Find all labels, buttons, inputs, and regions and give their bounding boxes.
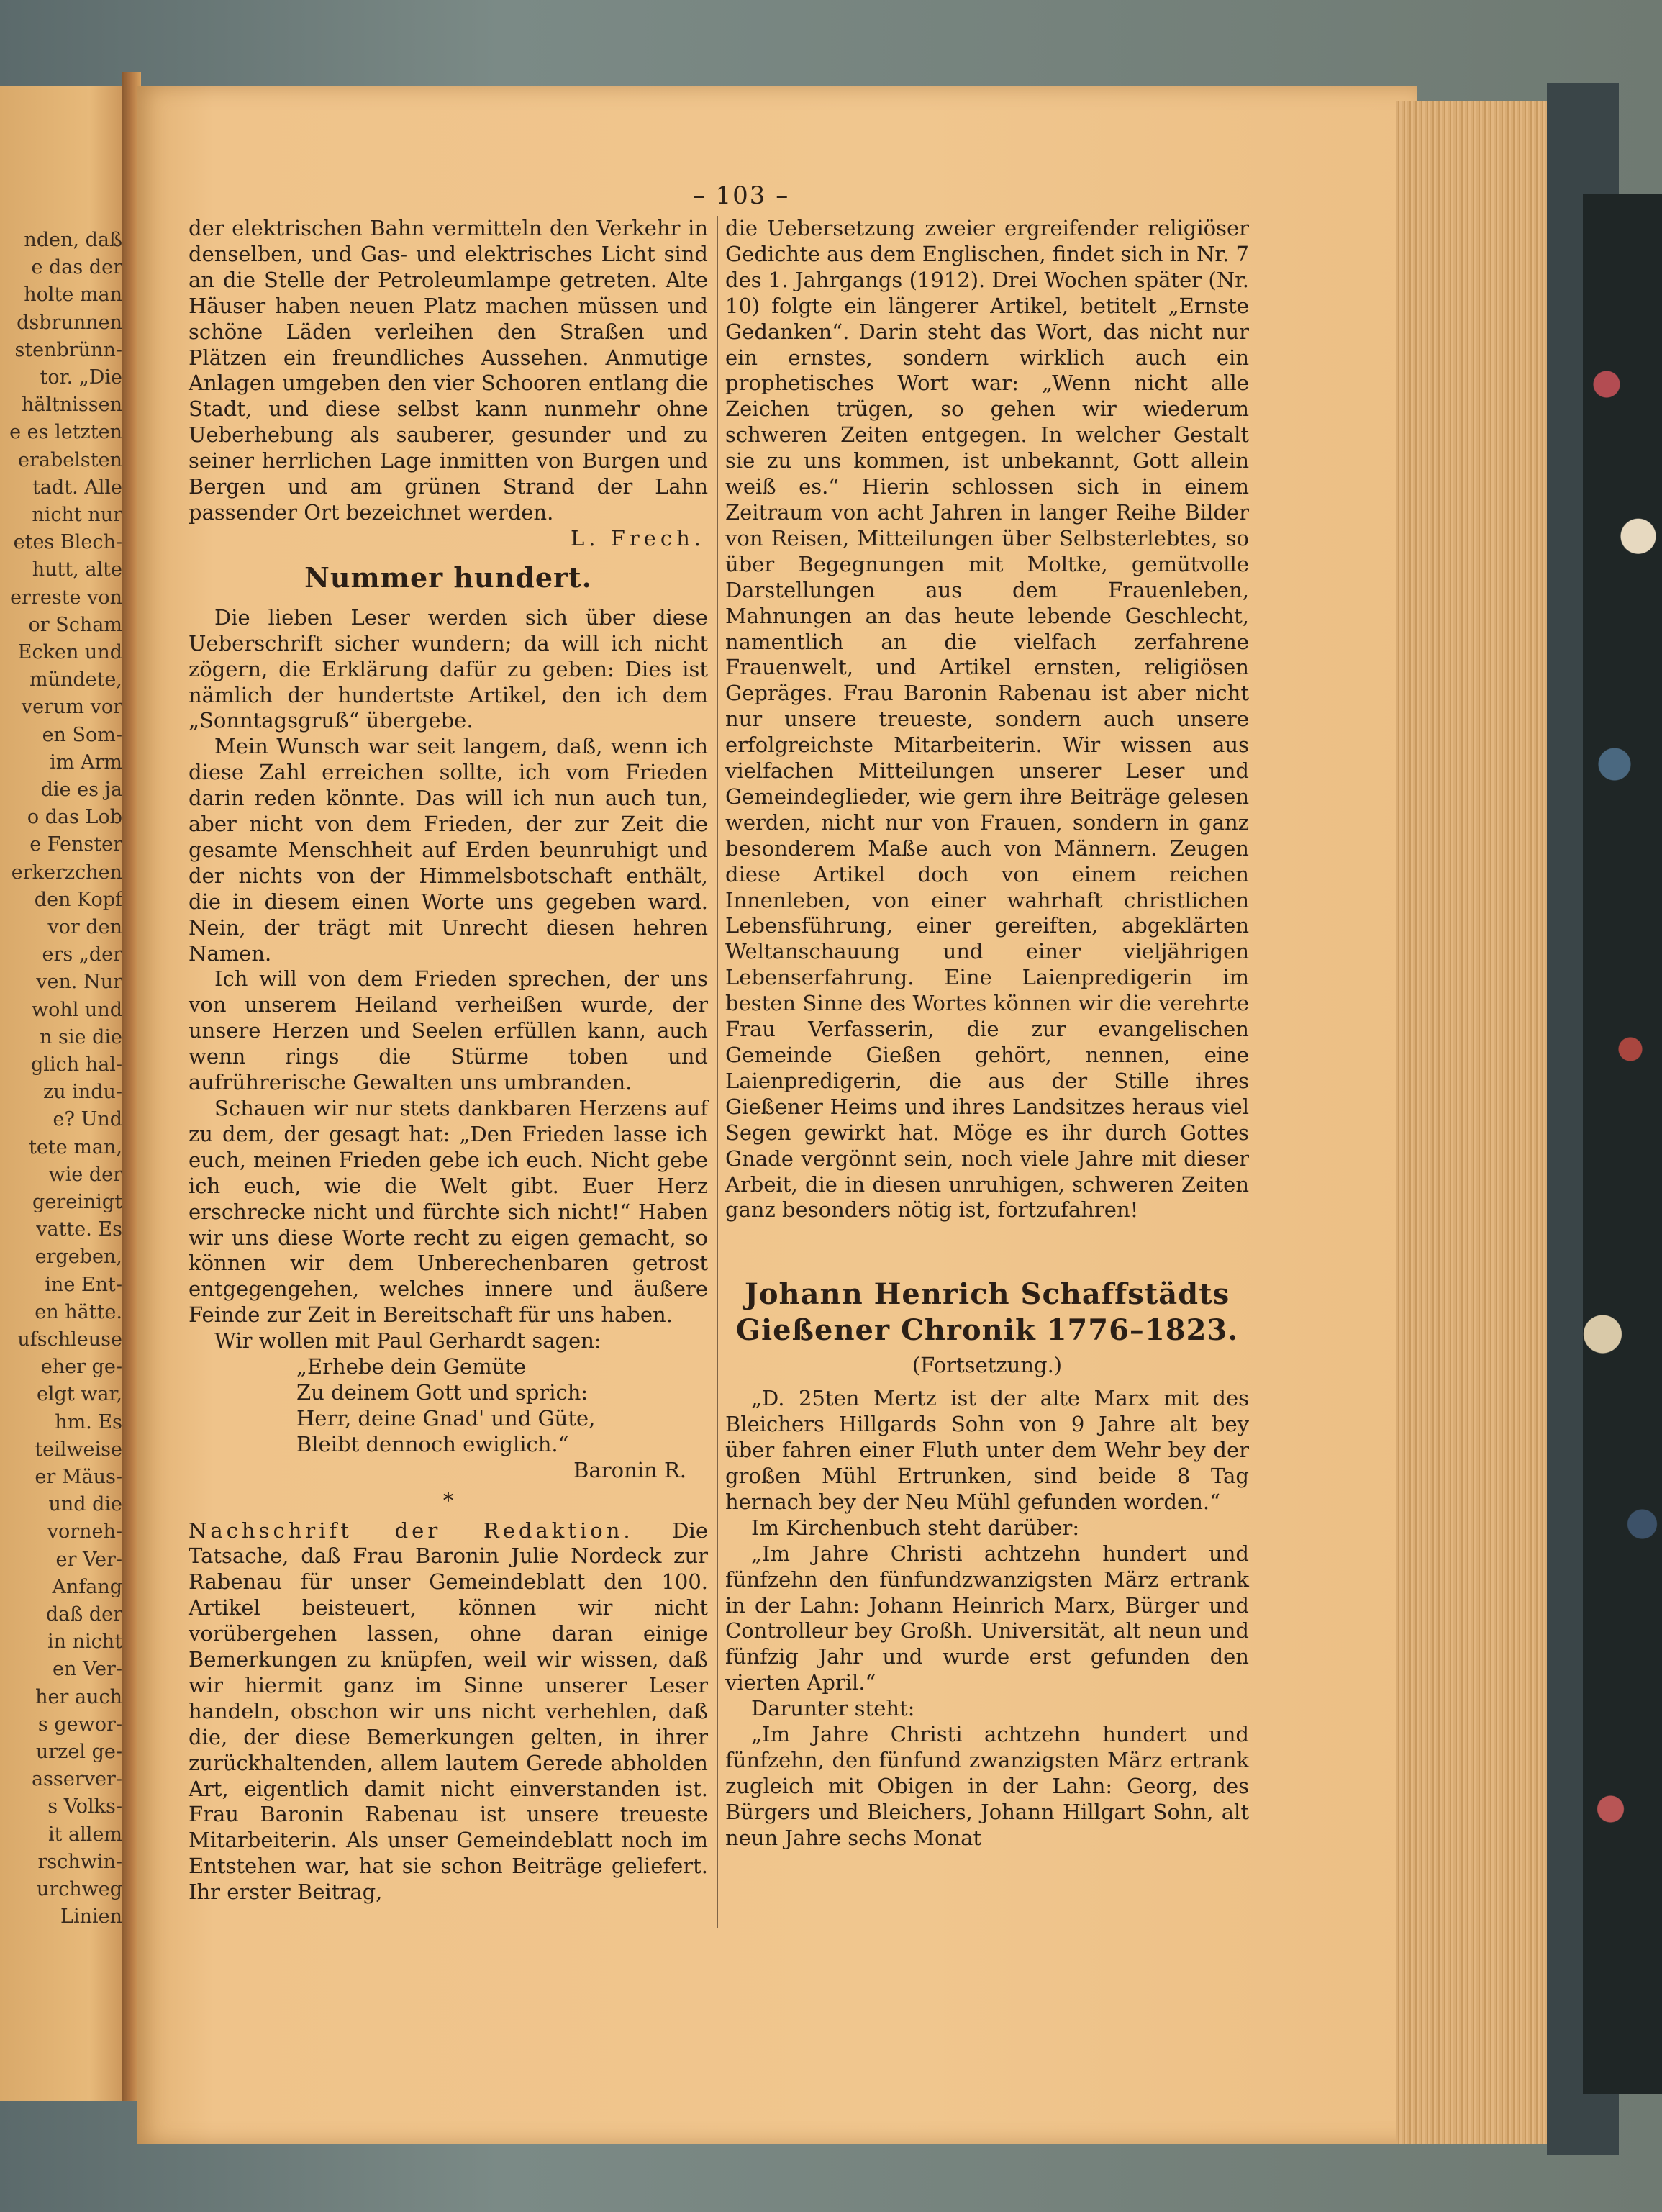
left-page-text-line: eher ge- (40, 1356, 122, 1379)
left-page-text-line: ergeben, (35, 1246, 122, 1269)
left-page-text-line: erabelsten (18, 448, 122, 471)
left-page-text-line: urzel ge- (35, 1741, 122, 1763)
left-page-text-line: ers „der (42, 943, 122, 966)
left-page-text-line: mündete, (29, 668, 122, 692)
page-number: – 103 – (692, 181, 790, 210)
left-page-text-line: nicht nur (32, 504, 122, 526)
page-fore-edge (1396, 101, 1555, 2144)
left-page-text-line: tor. „Die (40, 366, 122, 389)
paragraph: Wir wollen mit Paul Gerhardt sagen: (214, 1328, 601, 1354)
left-page-text-line: s Volks- (47, 1795, 122, 1818)
author-signature-baronin: Baronin R. (573, 1457, 686, 1482)
heading-line: Gießener Chronik 1776–1823. (735, 1313, 1239, 1348)
paragraph: Schauen wir nur stets dankbaren Herzens auf zu dem, der gesagt hat: „Den Frieden lasse ich euch, meinen Frieden gebe ich euch. Nicht gebe ich euch, wie die Welt gibt. Euer Herz erschrecke nicht und fürchte sich nicht!“ Haben wir uns diese Worte recht zu eigen gemacht, so können wir dem Unberechenbaren getrost entgegengehen, welches innere und äußere Feinde zur Zeit in Bereitschaft für uns haben. (189, 1096, 708, 1328)
left-page-text-line: asserver- (32, 1768, 122, 1791)
left-page-text-line: erkerzchen (11, 861, 122, 884)
left-page-text-line: stenbrünn- (14, 338, 122, 361)
left-page-text-line: Linien (60, 1905, 122, 1928)
paragraph: „Im Jahre Christi achtzehn hundert und fünfzehn den fünfundzwanzigsten März ertrank in der Lahn: Johann Heinrich Marx, Bürger und Controlleur bey Großh. Universität, alt neun und fünfzig Jahr und wurde erst gefunden den vierten April.“ (725, 1541, 1249, 1695)
left-page-text-line: verum vor (21, 696, 122, 719)
verse-line: Bleibt dennoch ewiglich.“ (296, 1431, 569, 1456)
left-page-text-line: urchweg (36, 1878, 122, 1900)
left-page-text-line: dsbrunnen (17, 311, 122, 334)
left-page-text-line: wie der (48, 1163, 122, 1186)
column-right (725, 216, 1249, 1851)
paragraph: Die lieben Leser werden sich über diese Ueberschrift sicher wundern; da will ich nicht zögern, die Erklärung dafür zu geben: Dies ist nämlich der hundertste Artikel, den ich dem „Sonntagsgruß“ übergebe. (189, 604, 708, 733)
left-page-text-line: zu indu- (42, 1081, 122, 1104)
left-page-text-line: en Som- (42, 723, 122, 746)
verse-line: Zu deinem Gott und sprich: (296, 1379, 589, 1405)
left-page-text-line: Anfang (52, 1575, 122, 1598)
left-page-text-line: e es letzten (9, 421, 122, 444)
paragraph: Ich will von dem Frieden sprechen, der uns von unserem Heiland verheißen wurde, der unsere Herzen und Seelen erfüllen kann, auch wenn rings die Stürme toben und aufrührerische Gewalten uns umbranden. (189, 966, 708, 1095)
left-page-text-line: etes Blech- (13, 531, 122, 554)
left-page-text-line: elgt war, (36, 1383, 122, 1406)
left-page-text-line: vatte. Es (36, 1218, 122, 1241)
left-page-text-line: daß der (45, 1603, 122, 1626)
marbled-endpaper (1583, 194, 1662, 2094)
paragraph: „Im Jahre Christi achtzehn hundert und fünfzehn, den fünfund zwanzigsten März ertrank zugleich mit Obigen in der Lahn: Georg, des Bürgers und Bleichers, Johann Hillgart Sohn, alt neun Jahre sechs Monat (725, 1722, 1249, 1850)
paragraph: Darunter steht: (751, 1696, 915, 1721)
article-heading-nummer-hundert: Nummer hundert. (304, 561, 592, 594)
column-left (189, 216, 708, 1905)
continuation-text: die Uebersetzung zweier ergreifender religiöser Gedichte aus dem Englischen, findet sich in Nr. 7 des 1. Jahrgangs (1912). Drei Wochen später (Nr. 10) folgte ein längerer Artikel, betitelt „Ernste Gedanken“. Darin steht das Wort, das nicht nur ein ernstes, sondern wirklich auch ein prophetisches Wort war: „Wenn nicht alle Zeichen trügen, so gehen wir wiederum schweren Zeiten entgegen. In welcher Gestalt sie zu uns kommen, ist unbekannt, Gott allein weiß es.“ Hierin schlossen sich in einem Zeitraum von acht Jahren in langer Reihe Bilder von Reisen, Mitteilungen über Selbsterlebtes, so über Begegnungen mit Moltke, gemütvolle Darstellungen aus dem Frauenleben, Mahnungen an das heute lebende Geschlecht, namentlich an die vielfach zerfahrene Frauenwelt, und Artikel ernsten, religiösen Gepräges. Frau Baronin Rabenau ist aber nicht nur unsere treueste, sondern auch unsere erfolgreichste Mitarbeiterin. Wir wissen aus vielfachen Mitteilungen unserer Leser und Gemeindeglieder, wie gern ihre Beiträge gelesen werden, nicht nur von Frauen, sondern in ganz besonderem Maße auch von Männern. Zeugen diese Artikel doch von einem reichen Innenleben, von einer wahrhaft christlichen Lebensführung, einer gereiften, abgeklärten Weltanschauung und einer vieljährigen Lebenserfahrung. Eine Laienpredigerin im besten Sinne des Wortes können wir die verehrte Frau Verfasserin, die zur evangelischen Gemeinde Gießen gehört, nennen, eine Laienpredigerin, die aus der Stille ihres Gießener Heims und ihres Landsitzes heraus viel Segen gewirkt hat. Möge es ihr durch Gottes Gnade vergönnt sein, noch viele Jahre mit dieser Arbeit, die in diesen unruhigen, schweren Zeiten ganz besonders nötig ist, fortzufahren! (725, 216, 1249, 1223)
left-page-text-line: ven. Nur (36, 971, 122, 994)
left-page-text-line: erreste von (10, 586, 122, 609)
column-divider (717, 216, 718, 1928)
left-page-text-line: und die (48, 1493, 122, 1516)
left-page-text-line: it allem (47, 1823, 122, 1846)
left-page-text-line: glich hal- (31, 1053, 122, 1076)
left-page-text-line: s gewor- (37, 1713, 122, 1736)
article-heading-chronik (725, 1277, 1249, 1348)
left-page-text-line: en hätte. (35, 1300, 122, 1323)
left-page-text-line: e das der (31, 256, 122, 279)
left-page-text-line: er Ver- (55, 1548, 122, 1571)
left-page-text-line: wohl und (31, 998, 122, 1021)
left-page-text-line: ufschleuse (17, 1328, 122, 1351)
left-page-text-line: vor den (47, 916, 122, 938)
left-page-text-line: den Kopf (34, 888, 122, 911)
verse-line: „Erhebe dein Gemüte (296, 1354, 527, 1379)
postscript-label: Nachschrift der Redaktion. (189, 1518, 634, 1543)
left-page-text-line: nden, daß (24, 229, 122, 251)
left-page-text-line: holte man (24, 284, 122, 307)
postscript-text: Die Tatsache, daß Frau Baronin Julie Nordeck zur Rabenau für unser Gemeindeblatt den 100. Artikel beisteuert, können wir nicht vorübergehen lassen, ohne daran einige Bemerkungen zu knüpfen, weil wir wissen, daß wir hiermit ganz im Sinne unserer Leser handeln, obschon wir uns nicht verhehlen, daß die, der diese Bemerkungen gelten, in ihrer zurückhaltenden, allem lautem Gerede abholden Art, eigentlich damit nicht einverstanden ist. Frau Baronin Rabenau ist unsere treueste Mitarbeiterin. Als unser Gemeindeblatt noch im Entstehen war, hat sie schon Beiträge geliefert. Ihr erster Beitrag, (189, 1518, 708, 1905)
left-page-text-line: vorneh- (47, 1520, 122, 1544)
section-separator: * (442, 1487, 454, 1513)
left-page-text-line: Ecken und (17, 641, 122, 663)
author-signature-frech: L. Frech. (571, 525, 705, 550)
left-page-text-line: her auch (35, 1685, 122, 1708)
left-page-text-line: hältnissen (21, 394, 122, 417)
left-page-text-line: die es ja (40, 779, 122, 801)
left-page-text-line: tadt. Alle (32, 476, 122, 499)
left-page-text-line: en Ver- (53, 1658, 122, 1681)
left-page-text-line: gereinigt (32, 1191, 122, 1213)
left-page-text-line: e? Und (53, 1108, 122, 1131)
paragraph: Im Kirchenbuch steht darüber: (751, 1515, 1080, 1540)
left-page-text-line: in nicht (47, 1631, 122, 1654)
paragraph: Mein Wunsch war seit langem, daß, wenn ich diese Zahl erreichen sollte, ich vom Frieden darin reden könnte. Das will ich nun auch tun, aber nicht von dem Frieden, der zur Zeit die gesamte Menschheit auf Erden beunruhigt und der nichts von der Himmelsbotschaft enthält, die in diesem einen Worte uns gegeben ward. Nein, der trägt mit Unrecht diesen hehren Namen. (189, 734, 708, 966)
left-page-text-line: tete man, (29, 1136, 122, 1159)
subheading-fortsetzung: (Fortsetzung.) (912, 1353, 1063, 1378)
left-page-text-line: rschwin- (37, 1850, 122, 1873)
left-page-text-line: o das Lob (27, 806, 122, 829)
article-intro-text: der elektrischen Bahn vermitteln den Verkehr in denselben, und Gas- und elektrisches Licht sind an die Stelle der Petroleumlampe getreten. Alte Häuser haben neuen Platz machen müssen und schöne Läden verleihen den Straßen und Plätzen ein freundliches Aussehen. Anmutige Anlagen umgeben den vier Schooren entlang die Stadt, und diese selbst kann nunmehr ohne Ueberhebung als sauberer, gesunder und zu seiner herrlichen Lage inmitten von Burgen und Bergen und am grünen Strand der Lahn passender Ort bezeichnet werden. (189, 216, 708, 525)
left-page-text-line: e Fenster (29, 833, 122, 856)
left-page-text-line: n sie die (40, 1025, 122, 1048)
left-page-text-line: or Scham (28, 613, 122, 636)
verse-line: Herr, deine Gnad' und Güte, (296, 1405, 596, 1431)
heading-line: Johann Henrich Schaffstädts (744, 1277, 1230, 1312)
left-page-text-line: teilweise (35, 1438, 122, 1461)
left-page-text-line: er Mäus- (35, 1466, 122, 1488)
left-page-text-line: hutt, alte (32, 558, 122, 581)
left-page-text-line: hm. Es (55, 1410, 122, 1433)
left-facing-page (0, 86, 128, 2101)
left-page-text-line: ine Ent- (45, 1273, 122, 1296)
left-page-text-line: im Arm (50, 751, 122, 774)
paragraph: „D. 25ten Mertz ist der alte Marx mit des Bleichers Hillgards Sohn von 9 Jahre alt bey über fahren einer Fluth unter dem Wehr bey der großen Mühl Ertrunken, sind beide 8 Tag hernach bey der Neu Mühl gefunden worden.“ (725, 1386, 1249, 1514)
